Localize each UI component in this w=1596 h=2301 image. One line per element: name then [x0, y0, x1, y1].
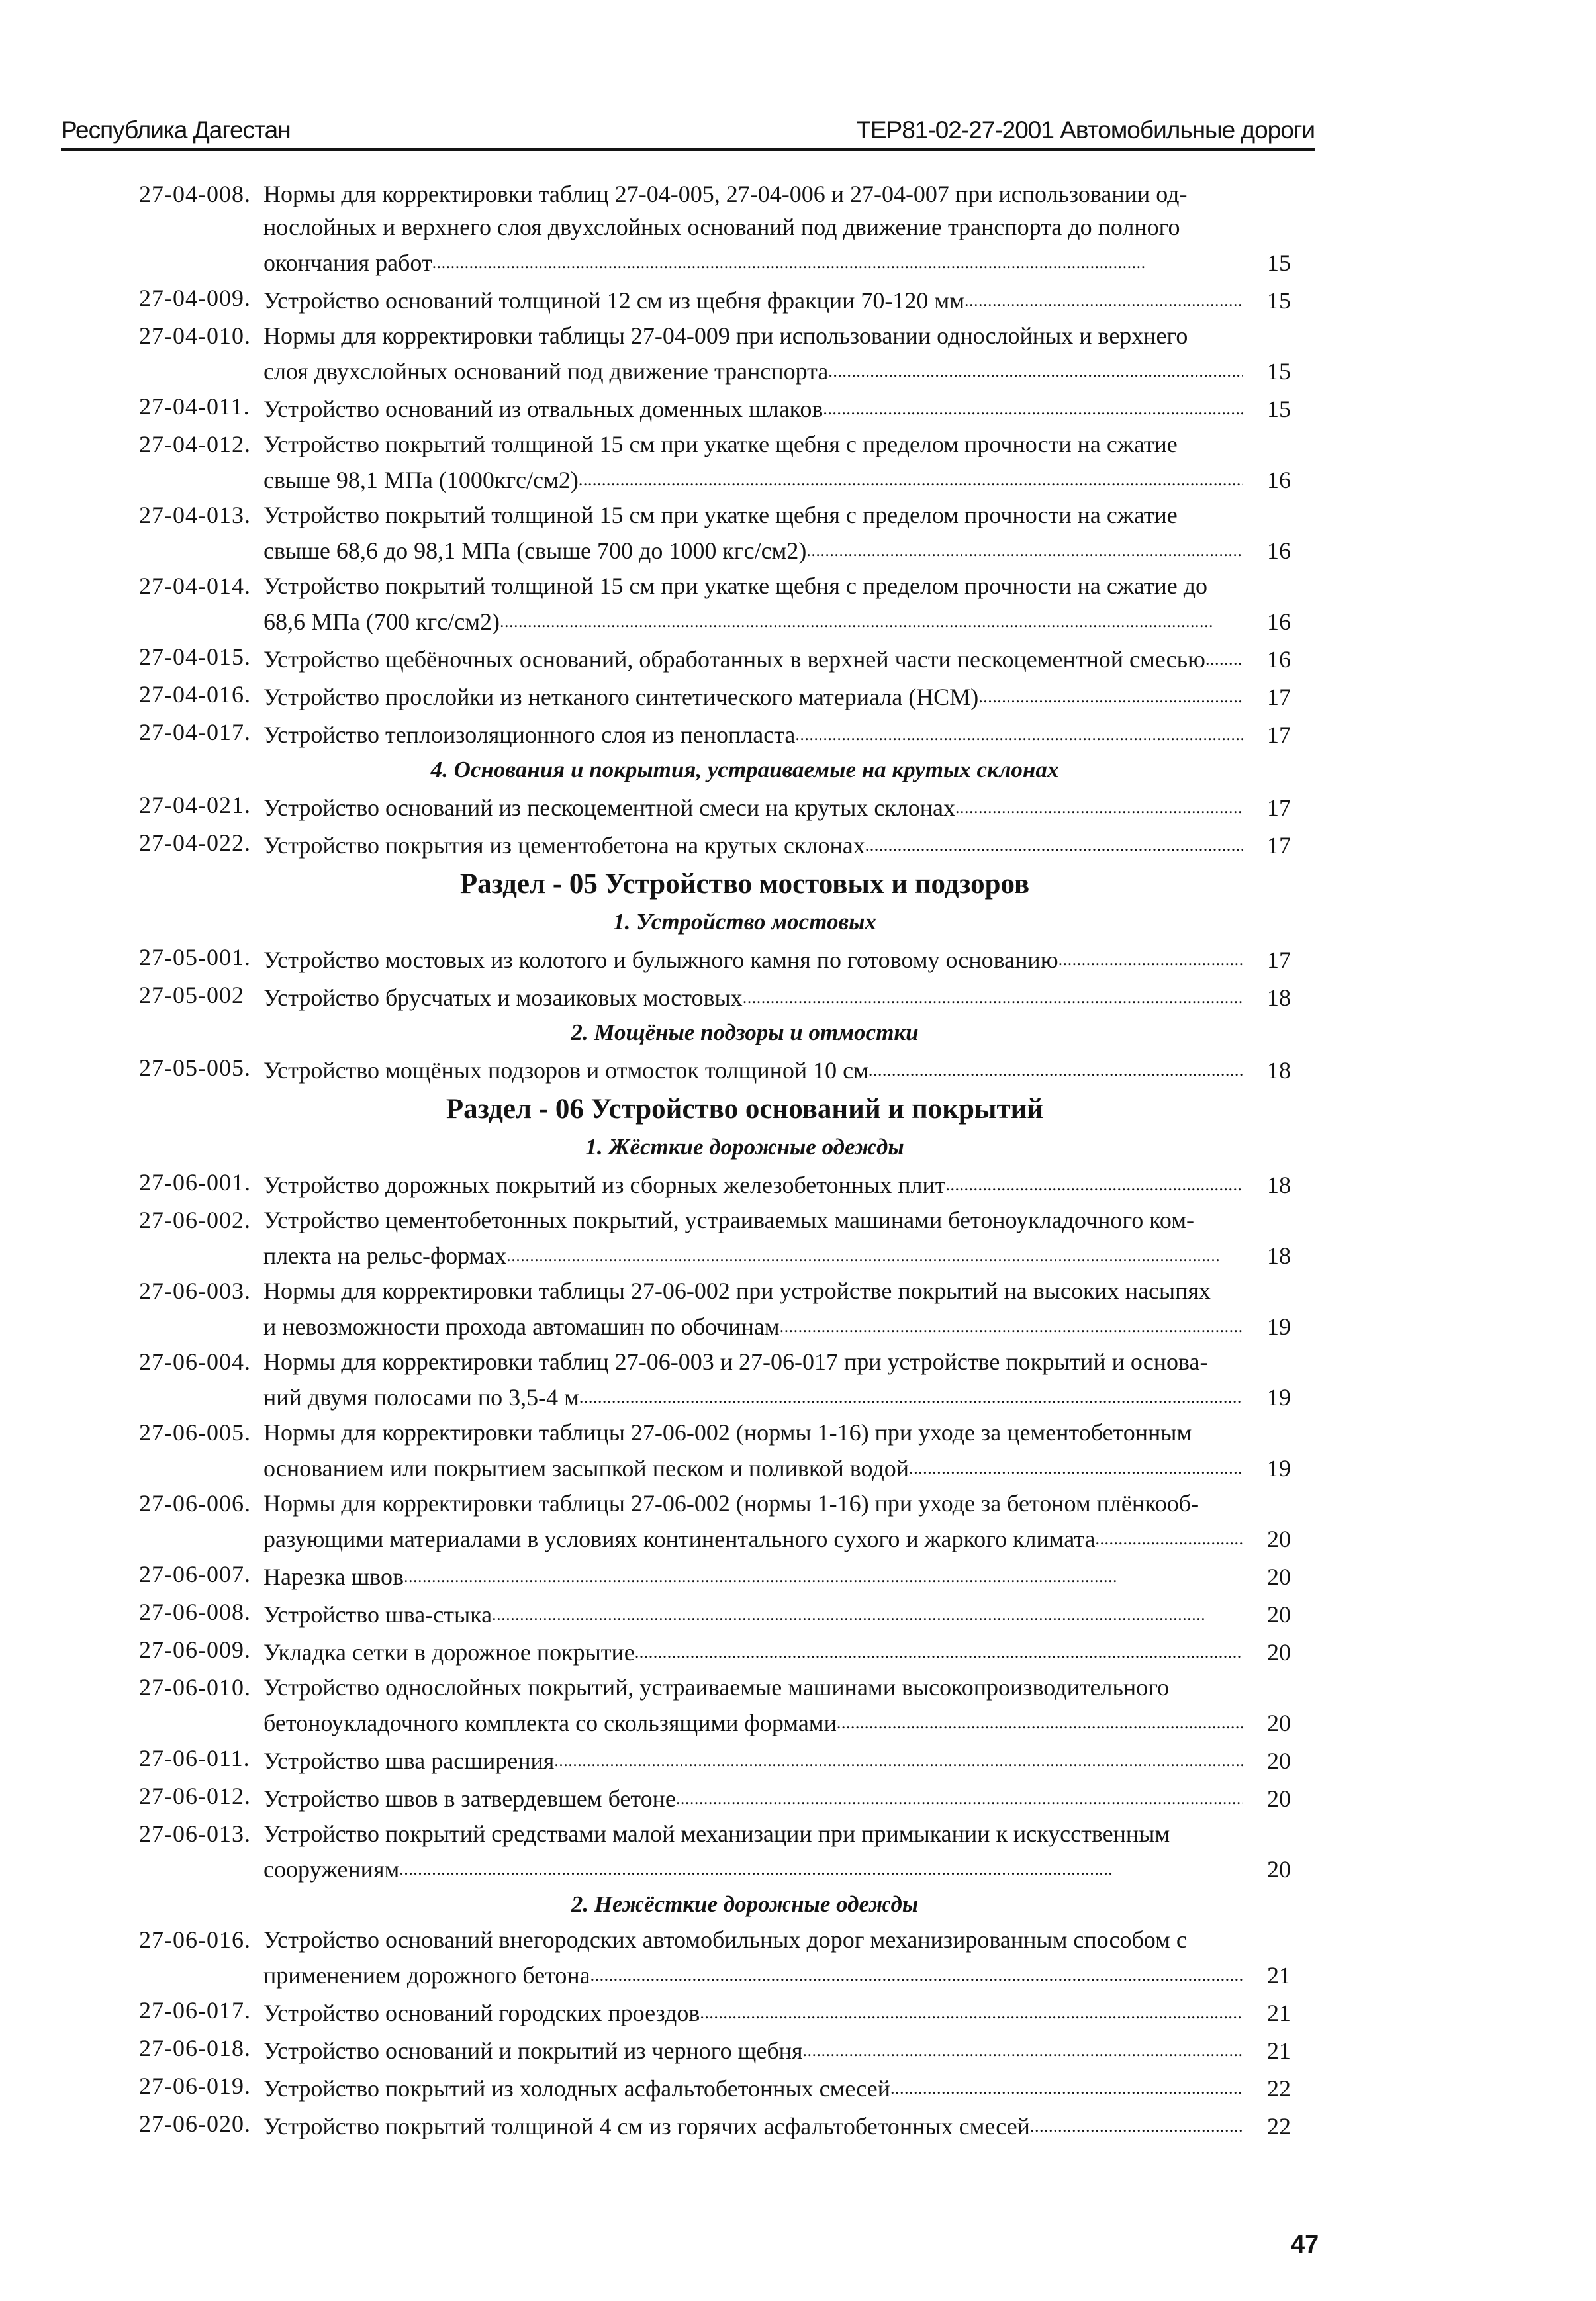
toc-entry	[139, 428, 1291, 496]
toc-entry	[139, 1558, 1291, 1593]
toc-entry-page: 17	[1267, 722, 1291, 748]
toc-entry	[139, 1817, 1291, 1886]
toc-entry-title-line: Устройство мостовых из колотого и булыжного камня по готовому основанию	[263, 947, 1058, 973]
toc-entry-code: 27-06-007.	[139, 1561, 251, 1587]
toc-entry	[139, 2107, 1291, 2143]
toc-entry-title-line: и невозможности прохода автомашин по обочинам	[263, 1313, 780, 1340]
dot-leader	[700, 1994, 1243, 2030]
page-number: 47	[1291, 2231, 1319, 2259]
toc-entry-code: 27-06-009.	[139, 1636, 251, 1663]
toc-entry-page: 16	[1267, 646, 1291, 673]
toc-entry	[139, 569, 1291, 638]
dot-leader	[590, 1956, 1243, 1992]
toc-entry	[139, 319, 1291, 388]
toc-entry-page: 20	[1267, 1564, 1291, 1590]
toc-entry-page: 20	[1267, 1856, 1291, 1883]
toc-entry-code: 27-04-013.	[139, 502, 251, 528]
dot-leader	[890, 2069, 1243, 2105]
toc-entry-page: 20	[1267, 1748, 1291, 1774]
dot-leader	[743, 978, 1243, 1014]
toc-entry-page: 16	[1267, 608, 1291, 635]
dot-leader	[579, 1378, 1243, 1414]
toc-entry	[139, 941, 1291, 976]
toc-entry-code: 27-06-006.	[139, 1490, 251, 1517]
toc-entry-code: 27-04-010.	[139, 322, 251, 349]
toc-entry-page: 21	[1267, 2038, 1291, 2064]
toc-entry	[139, 1595, 1291, 1631]
section-heading: Раздел - 06 Устройство оснований и покрытий	[446, 1094, 1044, 1125]
dot-leader	[554, 1742, 1243, 1777]
dot-leader	[1030, 2107, 1243, 2143]
subsection-heading: 1. Устройство мостовых	[613, 909, 876, 935]
toc-entry-page: 21	[1267, 2000, 1291, 2026]
toc-entry-code: 27-06-010.	[139, 1674, 251, 1701]
toc-entry	[139, 1203, 1291, 1272]
toc-entry-title-line: бетоноукладочного комплекта со скользящими формами	[263, 1710, 837, 1736]
toc-entry-code: 27-04-016.	[139, 681, 251, 708]
header-region: Республика Дагестан	[61, 117, 291, 144]
toc-entry-title-line: ний двумя полосами по 3,5-4 м	[263, 1384, 579, 1411]
dot-leader	[399, 1850, 1243, 1886]
toc-entry-code: 27-04-014.	[139, 573, 251, 599]
toc-entry	[139, 1633, 1291, 1669]
toc-entry	[139, 1994, 1291, 2030]
subsection-heading: 2. Мощёные подзоры и отмостки	[571, 1019, 919, 1045]
dot-leader	[803, 2032, 1244, 2067]
dot-leader	[780, 1307, 1243, 1343]
toc-entry-title-line: Устройство однослойных покрытий, устраиваемые машинами высокопроизводительного	[263, 1674, 1170, 1701]
dot-leader	[1096, 1520, 1243, 1556]
toc-entry-title-line: окончания работ	[263, 250, 432, 276]
toc-entry-title-line: Нормы для корректировки таблицы 27-06-002 (нормы 1-16) при уходе за цементобетонным	[263, 1419, 1192, 1446]
section-heading: Раздел - 05 Устройство мостовых и подзоров	[459, 869, 1030, 900]
toc-entry-title-line: Укладка сетки в дорожное покрытие	[263, 1639, 635, 1666]
toc-entry-title-line: Устройство оснований и покрытий из черного щебня	[263, 2038, 803, 2064]
toc-entry	[139, 281, 1291, 317]
toc-entry-page: 19	[1267, 1455, 1291, 1481]
toc-entry-page: 16	[1267, 467, 1291, 493]
toc-entry-page: 22	[1267, 2075, 1291, 2102]
toc-entry-title-line: Устройство оснований из отвальных доменных шлаков	[263, 396, 823, 422]
toc-entry-code: 27-06-008.	[139, 1599, 251, 1625]
toc-entry-code: 27-04-008.	[139, 181, 251, 207]
toc-entry	[139, 1166, 1291, 1201]
toc-entry	[139, 826, 1291, 862]
toc-entry-title-line: Нормы для корректировки таблиц 27-04-005, 27-04-006 и 27-04-007 при использовании од-	[263, 181, 1188, 207]
toc-entry-title-line: свыше 98,1 МПа (1000кгс/см2)	[263, 467, 579, 493]
toc-entry-code: 27-04-011.	[139, 393, 250, 420]
toc-entry-page: 18	[1267, 984, 1291, 1011]
toc-entry-title-line: Устройство покрытий толщиной 15 см при укатке щебня с пределом прочности на сжатие до	[263, 573, 1208, 599]
toc-entry	[139, 640, 1291, 676]
toc-entry-code: 27-06-013.	[139, 1820, 251, 1847]
dot-leader	[909, 1449, 1243, 1485]
toc-entry-code: 27-04-015.	[139, 643, 251, 670]
toc-entry-title-line: Устройство швов в затвердевшем бетоне	[263, 1785, 676, 1812]
dot-leader	[806, 532, 1243, 567]
toc-entry-code: 27-06-016.	[139, 1926, 251, 1953]
toc-entry	[139, 2069, 1291, 2105]
toc-entry-code: 27-05-005.	[139, 1055, 251, 1081]
dot-leader	[828, 352, 1243, 388]
toc-entry-code: 27-05-002	[139, 982, 244, 1008]
toc-entry-title-line: Устройство брусчатых и мозаиковых мостовых	[263, 984, 743, 1011]
toc-entry-code: 27-06-003.	[139, 1278, 251, 1304]
toc-entry-code: 27-04-022.	[139, 829, 251, 856]
dot-leader	[579, 461, 1243, 496]
toc-entry-title-line: Устройство оснований внегородских автомобильных дорог механизированным способом с	[263, 1926, 1187, 1953]
toc-entry-page: 17	[1267, 794, 1291, 821]
dot-leader	[823, 390, 1243, 426]
toc-entry	[139, 1487, 1291, 1556]
table-of-contents	[139, 177, 1291, 2145]
toc-entry-title-line: Устройство покрытий толщиной 15 см при укатке щебня с пределом прочности на сжатие	[263, 431, 1178, 457]
dot-leader	[868, 1051, 1243, 1087]
dot-leader	[865, 826, 1243, 862]
toc-entry-title-line: 68,6 МПа (700 кгс/см2)	[263, 608, 500, 635]
toc-entry-page: 20	[1267, 1639, 1291, 1666]
toc-entry-code: 27-06-004.	[139, 1348, 251, 1375]
toc-entry-title-line: Устройство покрытия из цементобетона на крутых склонах	[263, 832, 865, 859]
toc-entry-page: 16	[1267, 538, 1291, 564]
toc-entry-title-line: Устройство покрытий средствами малой механизации при примыкании к искусственным	[263, 1820, 1170, 1847]
toc-entry-code: 27-04-012.	[139, 431, 251, 457]
dot-leader	[955, 788, 1243, 824]
toc-entry-title-line: свыше 68,6 до 98,1 МПа (свыше 700 до 1000 кгс/см2)	[263, 538, 807, 564]
toc-entry-page: 20	[1267, 1710, 1291, 1736]
toc-entry-title-line: Нормы для корректировки таблицы 27-04-009 при использовании однослойных и верхнего	[263, 322, 1188, 349]
toc-entry-title-line: плекта на рельс-формах	[263, 1243, 507, 1269]
toc-entry-code: 27-06-019.	[139, 2073, 251, 2099]
toc-entry-title-line: Устройство прослойки из нетканого синтетического материала (НСМ)	[263, 684, 979, 710]
toc-entry-code: 27-06-017.	[139, 1997, 251, 2024]
dot-leader	[404, 1558, 1243, 1593]
dot-leader	[978, 678, 1243, 714]
toc-entry-title-line: Устройство цементобетонных покрытий, устраиваемых машинами бетоноукладочного ком-	[263, 1207, 1194, 1233]
toc-entry-code: 27-06-002.	[139, 1207, 251, 1233]
toc-entry-page: 15	[1267, 358, 1291, 385]
dot-leader	[432, 244, 1243, 279]
toc-entry-code: 27-06-020.	[139, 2110, 251, 2137]
dot-leader	[506, 1237, 1243, 1272]
toc-entry-page: 15	[1267, 396, 1291, 422]
toc-entry	[139, 2032, 1291, 2067]
toc-entry-title-line: слоя двухслойных оснований под движение транспорта	[263, 358, 829, 385]
toc-entry-code: 27-06-018.	[139, 2035, 251, 2061]
toc-entry-code: 27-06-005.	[139, 1419, 251, 1446]
toc-entry-page: 21	[1267, 1962, 1291, 1989]
toc-entry-page: 19	[1267, 1313, 1291, 1340]
toc-entry	[139, 390, 1291, 426]
subsection-heading: 4. Основания и покрытия, устраиваемые на крутых склонах	[430, 757, 1059, 782]
toc-entry-page: 18	[1267, 1172, 1291, 1198]
toc-entry	[139, 498, 1291, 567]
toc-entry-title-line: применением дорожного бетона	[263, 1962, 590, 1989]
toc-entry-code: 27-06-012.	[139, 1783, 251, 1809]
dot-leader	[964, 281, 1243, 317]
toc-entry-code: 27-04-017.	[139, 719, 251, 745]
toc-entry	[139, 1051, 1291, 1087]
dot-leader	[1058, 941, 1243, 976]
dot-leader	[837, 1704, 1243, 1740]
toc-entry-title-line: Устройство мощёных подзоров и отмосток толщиной 10 см	[263, 1057, 868, 1084]
toc-entry-title-line: Устройство оснований из пескоцементной смеси на крутых склонах	[263, 794, 956, 821]
toc-entry-title-line: Устройство оснований городских проездов	[263, 2000, 700, 2026]
toc-entry-title-line: Устройство шва расширения	[263, 1748, 555, 1774]
toc-entry-page: 18	[1267, 1243, 1291, 1269]
toc-entry-title-line: Нормы для корректировки таблиц 27-06-003 и 27-06-017 при устройстве покрытий и основа-	[263, 1348, 1208, 1375]
toc-entry	[139, 1274, 1291, 1343]
dot-leader	[492, 1595, 1243, 1631]
toc-entry-code: 27-06-001.	[139, 1169, 251, 1196]
toc-entry	[139, 978, 1291, 1014]
running-header	[61, 114, 1315, 151]
header-document-title: ТЕР81-02-27-2001 Автомобильные дороги	[856, 117, 1315, 144]
toc-entry-title-line: Устройство щебёночных оснований, обработанных в верхней части пескоцементной смесью	[263, 646, 1205, 673]
toc-entry-title-line: Нарезка швов	[263, 1564, 404, 1590]
dot-leader	[795, 716, 1243, 751]
toc-entry-code: 27-05-001.	[139, 944, 251, 970]
toc-entry-title-line: Устройство покрытий толщиной 15 см при укатке щебня с пределом прочности на сжатие	[263, 502, 1178, 528]
toc-entry	[139, 678, 1291, 714]
toc-entry-page: 17	[1267, 947, 1291, 973]
dot-leader	[1205, 640, 1243, 676]
toc-entry-title-line: нослойных и верхнего слоя двухслойных оснований под движение транспорта до полного	[263, 214, 1180, 240]
toc-entry	[139, 177, 1291, 279]
toc-entry	[139, 788, 1291, 824]
toc-entry-code: 27-06-011.	[139, 1745, 250, 1771]
toc-entry	[139, 716, 1291, 751]
toc-entry-page: 15	[1267, 250, 1291, 276]
toc-entry-page: 17	[1267, 684, 1291, 710]
toc-entry	[139, 1416, 1291, 1485]
toc-entry	[139, 1345, 1291, 1414]
toc-entry-page: 20	[1267, 1526, 1291, 1552]
toc-entry-title-line: основанием или покрытием засыпкой песком и поливкой водой	[263, 1455, 910, 1481]
dot-leader	[635, 1633, 1243, 1669]
toc-entry	[139, 1923, 1291, 1992]
toc-entry	[139, 1779, 1291, 1815]
toc-entry-code: 27-04-009.	[139, 285, 251, 311]
toc-entry-title-line: Устройство покрытий из холодных асфальтобетонных смесей	[263, 2075, 890, 2102]
toc-entry-title-line: Устройство шва-стыка	[263, 1601, 493, 1628]
toc-entry-title-line: Устройство покрытий толщиной 4 см из горячих асфальтобетонных смесей	[263, 2113, 1030, 2139]
toc-entry-page: 15	[1267, 287, 1291, 314]
toc-entry-page: 18	[1267, 1057, 1291, 1084]
toc-entry-title-line: Нормы для корректировки таблицы 27-06-002 при устройстве покрытий на высоких насыпях	[263, 1278, 1211, 1304]
dot-leader	[945, 1166, 1243, 1201]
toc-entry	[139, 1671, 1291, 1740]
toc-entry-title-line: Устройство дорожных покрытий из сборных железобетонных плит	[263, 1172, 946, 1198]
toc-entry-page: 22	[1267, 2113, 1291, 2139]
toc-entry-title-line: Устройство оснований толщиной 12 см из щебня фракции 70-120 мм	[263, 287, 964, 314]
toc-entry-code: 27-04-021.	[139, 792, 251, 818]
toc-entry-page: 20	[1267, 1601, 1291, 1628]
subsection-heading: 2. Нежёсткие дорожные одежды	[571, 1891, 919, 1917]
dot-leader	[500, 602, 1243, 638]
dot-leader	[676, 1779, 1243, 1815]
toc-entry-page: 17	[1267, 832, 1291, 859]
toc-entry-title-line: сооружениям	[263, 1856, 400, 1883]
toc-entry-title-line: Нормы для корректировки таблицы 27-06-002 (нормы 1-16) при уходе за бетоном плёнкооб-	[263, 1490, 1199, 1517]
toc-entry	[139, 1742, 1291, 1777]
subsection-heading: 1. Жёсткие дорожные одежды	[585, 1134, 904, 1160]
toc-entry-page: 19	[1267, 1384, 1291, 1411]
toc-entry-title-line: Устройство теплоизоляционного слоя из пенопласта	[263, 722, 796, 748]
toc-entry-page: 20	[1267, 1785, 1291, 1812]
toc-entry-title-line: разующими материалами в условиях континентального сухого и жаркого климата	[263, 1526, 1096, 1552]
